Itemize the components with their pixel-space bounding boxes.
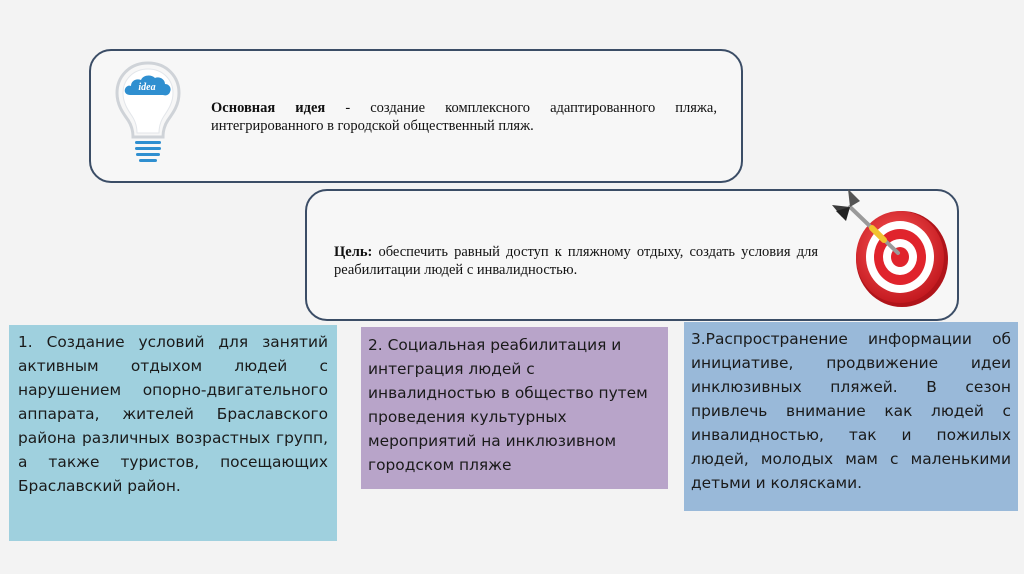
main-idea-label: Основная идея (211, 100, 326, 116)
dartboard-target-icon (820, 187, 954, 311)
card-3-text: 3.Распространение информации об инициативе, продвижение идеи инклюзивных пляжей. В сезон привлечь внимание как людей с инвалидностью, так и пожилых людей, молодых мам с маленькими детьми и колясками. (691, 330, 1011, 492)
goal-label: Цель: (334, 244, 373, 260)
main-idea-description: - создание комплексного адаптированного пляжа, интегрированного в городской общественный пляж. (211, 100, 717, 134)
card-3 (684, 322, 1018, 511)
main-idea-box (89, 49, 743, 183)
card-1-text: 1. Создание условий для занятий активным отдыхом людей с нарушением опорно-двигательного аппарата, жителей Браславского района различных возрастных групп, а также туристов, посещающих Браславский район. (18, 333, 328, 495)
card-2 (361, 327, 668, 489)
card-2-text: 2. Социальная реабилитация и интеграция людей с инвалидностью в общество путем проведения культурных мероприятий на инклюзивном городском пляже (368, 336, 648, 474)
main-idea-text (211, 99, 717, 135)
card-1 (9, 325, 337, 541)
goal-description: обеспечить равный доступ к пляжному отдыху, создать условия для реабилитации людей с инвалидностью. (334, 244, 818, 278)
lightbulb-icon (111, 57, 185, 167)
idea-icon-label: idea (138, 82, 156, 93)
goal-text (334, 243, 818, 279)
